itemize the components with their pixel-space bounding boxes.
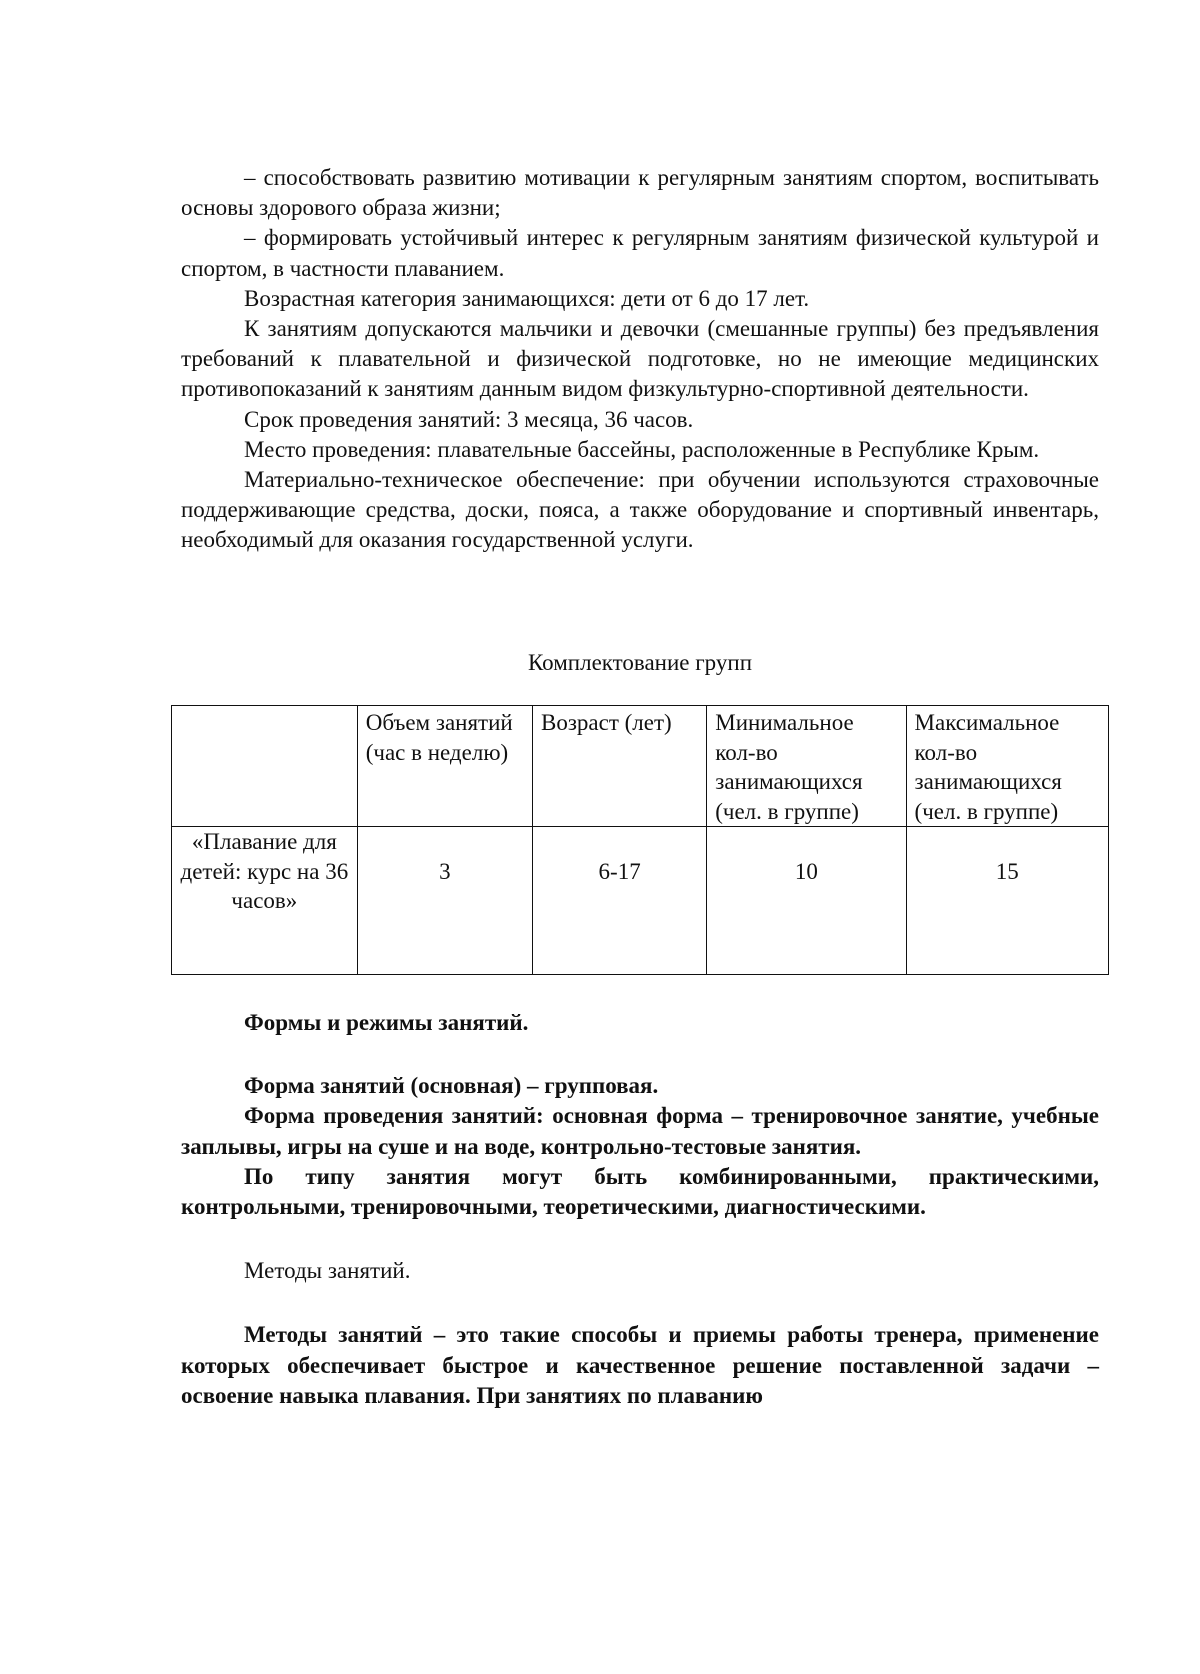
forms-conduct: Форма проведения занятий: основная форма – тренировочное занятие, учебные заплывы, игры на суше и на воде, контрольно-тестовые занятия.	[181, 1103, 1099, 1159]
intro-text	[181, 163, 1099, 556]
methods-text: Методы занятий – это такие способы и приемы работы тренера, применение которых обеспечивает быстрое и качественное решение поставленной задачи – освоение навыка плавания. При занятиях по плаванию	[181, 1322, 1099, 1408]
paragraph-age-category: Возрастная категория занимающихся: дети от 6 до 17 лет.	[244, 285, 810, 311]
paragraph-interest: – формировать устойчивый интерес к регулярным занятиям физической культурой и спортом, в частности плаванием.	[181, 225, 1099, 281]
paragraph-admission: К занятиям допускаются мальчики и девочки (смешанные группы) без предъявления требований к плавательной и физической подготовке, но не имеющие медицинских противопоказаний к занятиям данным видом физкультурно-спортивной деятельности.	[181, 316, 1099, 402]
table-row	[172, 827, 1109, 975]
methods-heading: Методы занятий.	[244, 1258, 411, 1284]
paragraph-motivation: – способствовать развитию мотивации к регулярным занятиям спортом, воспитывать основы здорового образа жизни;	[181, 165, 1099, 221]
cell-age: 6-17	[533, 827, 707, 975]
table-header-row	[172, 706, 1109, 827]
forms-main: Форма занятий (основная) – групповая.	[244, 1073, 659, 1099]
cell-min-count: 10	[707, 827, 906, 975]
table-title: Комплектование групп	[527, 650, 752, 675]
forms-heading: Формы и режимы занятий.	[244, 1010, 529, 1035]
header-max-count: Максимальное кол-во занимающихся (чел. в группе)	[906, 706, 1108, 827]
header-hours: Объем занятий (час в неделю)	[357, 706, 532, 827]
paragraph-location: Место проведения: плавательные бассейны, расположенные в Республике Крым.	[244, 436, 1040, 462]
header-age: Возраст (лет)	[533, 706, 707, 827]
cell-max-count: 15	[906, 827, 1108, 975]
groups-table	[171, 705, 1109, 975]
header-empty	[172, 706, 358, 827]
forms-section	[181, 1008, 1099, 1411]
paragraph-duration: Срок проведения занятий: 3 месяца, 36 часов.	[244, 406, 694, 432]
cell-hours: 3	[357, 827, 532, 975]
paragraph-equipment: Материально-техническое обеспечение: при обучении используются страховочные поддерживающие средства, доски, пояса, а также оборудование и спортивный инвентарь, необходимый для оказания государственной услуги.	[181, 467, 1099, 553]
cell-course-name: «Плавание для детей: курс на 36 часов»	[172, 827, 358, 975]
forms-types: По типу занятия могут быть комбинированными, практическими, контрольными, тренировочными, теоретическими, диагностическими.	[181, 1163, 1099, 1220]
header-min-count: Минимальное кол-во занимающихся (чел. в группе)	[707, 706, 906, 827]
